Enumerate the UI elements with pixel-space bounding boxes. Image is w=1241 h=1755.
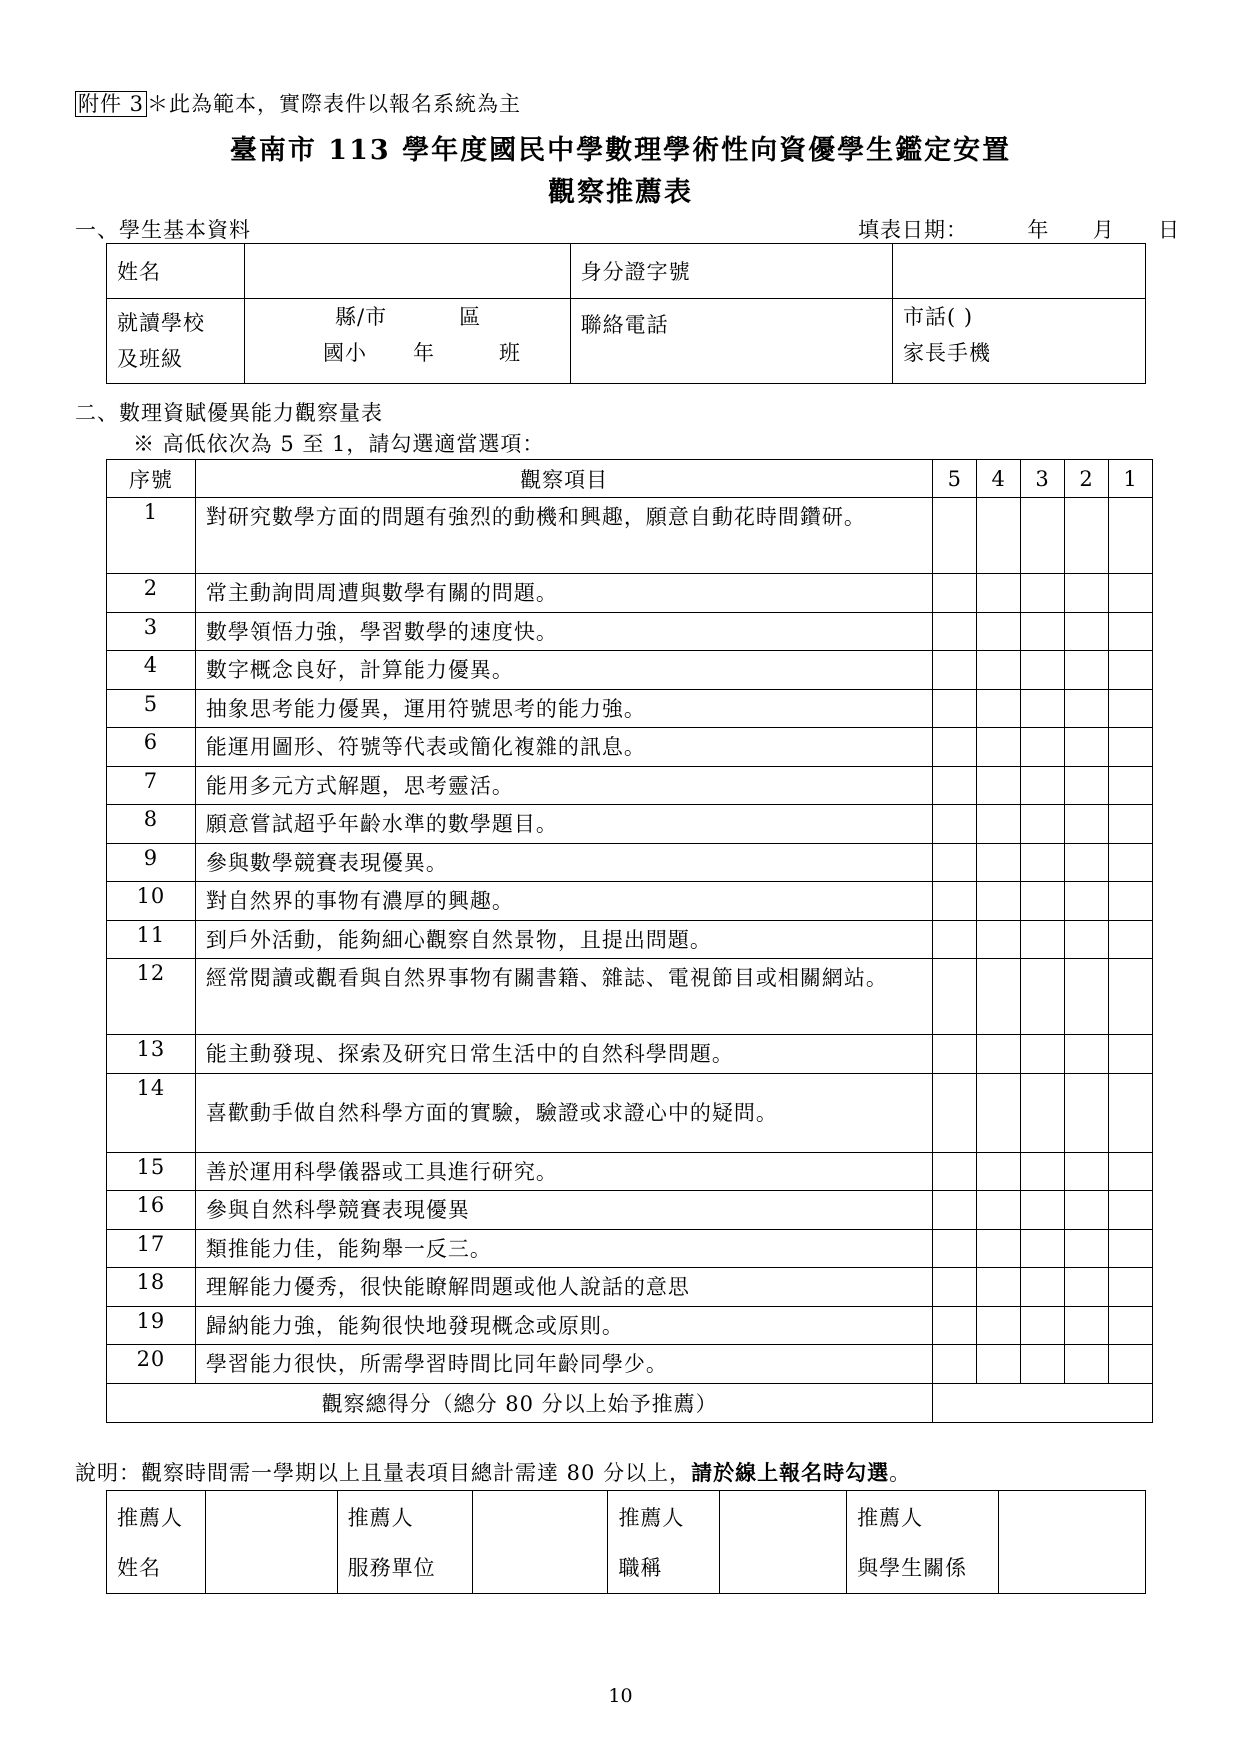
score-checkbox-1[interactable] xyxy=(1109,1152,1153,1191)
score-checkbox-4[interactable] xyxy=(977,805,1021,844)
score-checkbox-1[interactable] xyxy=(1109,766,1153,805)
section2-heading: 二、數理資賦優異能力觀察量表 xyxy=(75,401,383,425)
col-no-header: 序號 xyxy=(107,460,196,498)
item-number: 5 xyxy=(107,689,196,728)
score-checkbox-3[interactable] xyxy=(1021,805,1065,844)
item-number: 15 xyxy=(107,1152,196,1191)
item-text: 能用多元方式解題，思考靈活。 xyxy=(195,766,932,805)
col-item-header: 觀察項目 xyxy=(195,460,932,498)
score-checkbox-5[interactable] xyxy=(933,843,977,882)
recommender-unit-label xyxy=(337,1491,472,1594)
score-checkbox-1[interactable] xyxy=(1109,882,1153,921)
score-checkbox-2[interactable] xyxy=(1065,805,1109,844)
score-checkbox-5[interactable] xyxy=(933,728,977,767)
score-checkbox-5[interactable] xyxy=(933,612,977,651)
item-number: 20 xyxy=(107,1345,196,1384)
score-checkbox-3[interactable] xyxy=(1021,574,1065,613)
grade-label: 年 xyxy=(413,341,436,365)
item-number: 18 xyxy=(107,1268,196,1307)
score-checkbox-4[interactable] xyxy=(977,843,1021,882)
item-number: 10 xyxy=(107,882,196,921)
item-text: 對研究數學方面的問題有強烈的動機和興趣，願意自動花時間鑽研。 xyxy=(195,498,932,574)
score-checkbox-3[interactable] xyxy=(1021,843,1065,882)
school-label xyxy=(107,299,245,384)
item-number: 2 xyxy=(107,574,196,613)
score-checkbox-3[interactable] xyxy=(1021,612,1065,651)
score-checkbox-1[interactable] xyxy=(1109,728,1153,767)
score-header-3: 3 xyxy=(1021,460,1065,498)
item-number: 3 xyxy=(107,612,196,651)
observation-row xyxy=(107,1191,1153,1230)
score-checkbox-3[interactable] xyxy=(1021,651,1065,690)
score-checkbox-2[interactable] xyxy=(1065,1229,1109,1268)
score-checkbox-1[interactable] xyxy=(1109,1345,1153,1384)
item-text: 理解能力優秀，很快能瞭解問題或他人說話的意思 xyxy=(195,1268,932,1307)
score-checkbox-2[interactable] xyxy=(1065,1306,1109,1345)
page-subtitle: 觀察推薦表 xyxy=(548,177,693,208)
section1-heading: 一、學生基本資料 xyxy=(75,218,251,242)
note-bold: 請於線上報名時勾選 xyxy=(691,1460,890,1485)
score-checkbox-4[interactable] xyxy=(977,1035,1021,1074)
observation-row xyxy=(107,805,1153,844)
score-checkbox-4[interactable] xyxy=(977,612,1021,651)
score-checkbox-1[interactable] xyxy=(1109,651,1153,690)
fill-date-label: 填表日期： xyxy=(858,218,968,242)
score-checkbox-5[interactable] xyxy=(933,882,977,921)
score-checkbox-5[interactable] xyxy=(933,1268,977,1307)
score-checkbox-5[interactable] xyxy=(933,805,977,844)
score-checkbox-3[interactable] xyxy=(1021,959,1065,1035)
total-row xyxy=(107,1383,1153,1422)
recommender-title-label-1: 推薦人 xyxy=(618,1506,685,1530)
score-checkbox-1[interactable] xyxy=(1109,1073,1153,1152)
item-number: 9 xyxy=(107,843,196,882)
section2-instruction: ※ 高低依次為 5 至 1，請勾選適當選項： xyxy=(133,432,545,456)
school-label-1: 就讀學校 xyxy=(117,311,205,335)
item-number: 17 xyxy=(107,1229,196,1268)
score-checkbox-1[interactable] xyxy=(1109,498,1153,574)
score-checkbox-2[interactable] xyxy=(1065,728,1109,767)
score-checkbox-3[interactable] xyxy=(1021,689,1065,728)
score-checkbox-4[interactable] xyxy=(977,1073,1021,1152)
note-end: 。 xyxy=(889,1461,912,1485)
annex-line xyxy=(75,88,521,118)
score-checkbox-4[interactable] xyxy=(977,1229,1021,1268)
page-title: 臺南市 113 學年度國民中學數理學術性向資優學生鑑定安置 xyxy=(229,135,1012,166)
item-text: 歸納能力強，能夠很快地發現概念或原則。 xyxy=(195,1306,932,1345)
recommender-relation-label-2: 與學生關係 xyxy=(857,1556,968,1580)
score-checkbox-2[interactable] xyxy=(1065,1073,1109,1152)
recommender-name-label-1: 推薦人 xyxy=(117,1506,183,1530)
phone-label: 聯絡電話 xyxy=(570,299,892,384)
page-number: 10 xyxy=(608,1685,633,1707)
score-checkbox-4[interactable] xyxy=(977,1152,1021,1191)
phone-field[interactable] xyxy=(892,299,1145,384)
item-text: 常主動詢問周遭與數學有關的問題。 xyxy=(195,574,932,613)
observation-row xyxy=(107,1229,1153,1268)
observation-row xyxy=(107,574,1153,613)
observation-row xyxy=(107,920,1153,959)
class-label: 班 xyxy=(499,341,522,365)
observation-row xyxy=(107,843,1153,882)
recommender-unit-label-2: 服務單位 xyxy=(347,1556,436,1580)
score-checkbox-3[interactable] xyxy=(1021,920,1065,959)
annex-label: 附件 3 xyxy=(75,91,147,117)
item-number: 8 xyxy=(107,805,196,844)
score-checkbox-4[interactable] xyxy=(977,882,1021,921)
score-checkbox-1[interactable] xyxy=(1109,1306,1153,1345)
score-checkbox-4[interactable] xyxy=(977,1191,1021,1230)
item-number: 14 xyxy=(107,1073,196,1152)
recommender-relation-label xyxy=(847,1491,998,1594)
fill-date-year: 年 xyxy=(1027,218,1050,242)
student-info-table xyxy=(106,243,1146,384)
score-checkbox-1[interactable] xyxy=(1109,1229,1153,1268)
recommender-unit-field[interactable] xyxy=(473,1491,608,1594)
item-number: 4 xyxy=(107,651,196,690)
score-checkbox-3[interactable] xyxy=(1021,728,1065,767)
note-text: 說明：觀察時間需一學期以上且量表項目總計需達 80 分以上， xyxy=(75,1461,692,1485)
item-number: 16 xyxy=(107,1191,196,1230)
score-checkbox-2[interactable] xyxy=(1065,1268,1109,1307)
item-text: 能運用圖形、符號等代表或簡化複雜的訊息。 xyxy=(195,728,932,767)
observation-row xyxy=(107,612,1153,651)
observation-row xyxy=(107,651,1153,690)
score-checkbox-3[interactable] xyxy=(1021,766,1065,805)
score-checkbox-2[interactable] xyxy=(1065,843,1109,882)
observation-row xyxy=(107,689,1153,728)
observation-row xyxy=(107,1345,1153,1384)
score-checkbox-5[interactable] xyxy=(933,1035,977,1074)
item-number: 7 xyxy=(107,766,196,805)
score-checkbox-4[interactable] xyxy=(977,959,1021,1035)
score-checkbox-2[interactable] xyxy=(1065,882,1109,921)
score-checkbox-3[interactable] xyxy=(1021,1152,1065,1191)
recommender-table xyxy=(106,1490,1146,1594)
observation-row xyxy=(107,1268,1153,1307)
score-checkbox-2[interactable] xyxy=(1065,574,1109,613)
recommender-name-label xyxy=(107,1491,206,1594)
observation-row xyxy=(107,1035,1153,1074)
district-label: 區 xyxy=(459,305,482,329)
score-checkbox-2[interactable] xyxy=(1065,498,1109,574)
recommender-name-label-2: 姓名 xyxy=(117,1556,161,1580)
item-number: 13 xyxy=(107,1035,196,1074)
name-field[interactable] xyxy=(245,244,571,299)
recommender-title-label-2: 職稱 xyxy=(618,1556,663,1580)
score-checkbox-4[interactable] xyxy=(977,689,1021,728)
score-header-4: 4 xyxy=(977,460,1021,498)
score-checkbox-1[interactable] xyxy=(1109,689,1153,728)
observation-row xyxy=(107,1306,1153,1345)
item-text: 喜歡動手做自然科學方面的實驗，驗證或求證心中的疑問。 xyxy=(195,1073,932,1152)
score-checkbox-4[interactable] xyxy=(977,920,1021,959)
score-checkbox-2[interactable] xyxy=(1065,612,1109,651)
score-checkbox-4[interactable] xyxy=(977,498,1021,574)
score-checkbox-4[interactable] xyxy=(977,1345,1021,1384)
recommender-title-label xyxy=(608,1491,719,1594)
score-checkbox-1[interactable] xyxy=(1109,920,1153,959)
score-checkbox-5[interactable] xyxy=(933,1073,977,1152)
item-number: 6 xyxy=(107,728,196,767)
score-checkbox-5[interactable] xyxy=(933,689,977,728)
score-checkbox-3[interactable] xyxy=(1021,1229,1065,1268)
score-checkbox-3[interactable] xyxy=(1021,1073,1065,1152)
score-checkbox-5[interactable] xyxy=(933,959,977,1035)
score-checkbox-2[interactable] xyxy=(1065,1191,1109,1230)
score-checkbox-1[interactable] xyxy=(1109,574,1153,613)
recommender-name-field[interactable] xyxy=(206,1491,337,1594)
id-label: 身分證字號 xyxy=(570,244,892,299)
recommender-title-field[interactable] xyxy=(719,1491,846,1594)
score-checkbox-5[interactable] xyxy=(933,1345,977,1384)
elementary-label: 國小 xyxy=(323,341,368,365)
name-label: 姓名 xyxy=(107,244,245,299)
observation-row xyxy=(107,1152,1153,1191)
score-checkbox-1[interactable] xyxy=(1109,805,1153,844)
total-label: 觀察總得分（總分 80 分以上始予推薦） xyxy=(107,1383,933,1422)
observation-row xyxy=(107,766,1153,805)
score-checkbox-2[interactable] xyxy=(1065,1345,1109,1384)
observation-row xyxy=(107,1073,1153,1152)
item-text: 對自然界的事物有濃厚的興趣。 xyxy=(195,882,932,921)
score-checkbox-5[interactable] xyxy=(933,1306,977,1345)
score-checkbox-3[interactable] xyxy=(1021,498,1065,574)
score-header-1: 1 xyxy=(1109,460,1153,498)
score-checkbox-2[interactable] xyxy=(1065,651,1109,690)
score-checkbox-5[interactable] xyxy=(933,498,977,574)
score-checkbox-3[interactable] xyxy=(1021,1306,1065,1345)
fill-date xyxy=(858,214,1180,244)
note xyxy=(75,1457,911,1487)
item-text: 能主動發現、探索及研究日常生活中的自然科學問題。 xyxy=(195,1035,932,1074)
item-number: 11 xyxy=(107,920,196,959)
school-field[interactable] xyxy=(245,299,571,384)
recommender-relation-field[interactable] xyxy=(998,1491,1145,1594)
recommender-unit-label-1: 推薦人 xyxy=(347,1506,414,1530)
score-checkbox-1[interactable] xyxy=(1109,959,1153,1035)
item-text: 經常閱讀或觀看與自然界事物有關書籍、雜誌、電視節目或相關網站。 xyxy=(195,959,932,1035)
score-header-2: 2 xyxy=(1065,460,1109,498)
score-checkbox-4[interactable] xyxy=(977,1306,1021,1345)
item-text: 到戶外活動，能夠細心觀察自然景物，且提出問題。 xyxy=(195,920,932,959)
item-text: 善於運用科學儀器或工具進行研究。 xyxy=(195,1152,932,1191)
observation-row xyxy=(107,882,1153,921)
score-checkbox-4[interactable] xyxy=(977,651,1021,690)
item-text: 類推能力佳，能夠舉一反三。 xyxy=(195,1229,932,1268)
fill-date-day: 日 xyxy=(1158,218,1181,242)
item-number: 1 xyxy=(107,498,196,574)
county-label: 縣/市 xyxy=(335,305,388,329)
score-checkbox-2[interactable] xyxy=(1065,766,1109,805)
score-checkbox-5[interactable] xyxy=(933,1229,977,1268)
item-text: 學習能力很快，所需學習時間比同年齡同學少。 xyxy=(195,1345,932,1384)
observation-row xyxy=(107,498,1153,574)
mobile-label: 家長手機 xyxy=(902,341,991,365)
score-checkbox-5[interactable] xyxy=(933,766,977,805)
score-checkbox-1[interactable] xyxy=(1109,1035,1153,1074)
score-checkbox-1[interactable] xyxy=(1109,1191,1153,1230)
score-checkbox-4[interactable] xyxy=(977,728,1021,767)
score-checkbox-2[interactable] xyxy=(1065,959,1109,1035)
score-checkbox-5[interactable] xyxy=(933,920,977,959)
score-checkbox-2[interactable] xyxy=(1065,1152,1109,1191)
observation-table xyxy=(106,459,1153,1423)
score-checkbox-4[interactable] xyxy=(977,1268,1021,1307)
score-header-5: 5 xyxy=(933,460,977,498)
score-checkbox-3[interactable] xyxy=(1021,882,1065,921)
observation-header-row xyxy=(107,460,1153,498)
score-checkbox-3[interactable] xyxy=(1021,1035,1065,1074)
score-checkbox-3[interactable] xyxy=(1021,1345,1065,1384)
item-number: 19 xyxy=(107,1306,196,1345)
recommender-relation-label-1: 推薦人 xyxy=(857,1506,924,1530)
item-text: 參與自然科學競賽表現優異 xyxy=(195,1191,932,1230)
score-checkbox-2[interactable] xyxy=(1065,920,1109,959)
score-checkbox-4[interactable] xyxy=(977,574,1021,613)
item-text: 數字概念良好，計算能力優異。 xyxy=(195,651,932,690)
item-number: 12 xyxy=(107,959,196,1035)
item-text: 願意嘗試超乎年齡水準的數學題目。 xyxy=(195,805,932,844)
id-field[interactable] xyxy=(892,244,1145,299)
score-checkbox-5[interactable] xyxy=(933,1152,977,1191)
score-checkbox-5[interactable] xyxy=(933,574,977,613)
annex-note: ＊此為範本，實際表件以報名系統為主 xyxy=(147,92,522,116)
score-checkbox-1[interactable] xyxy=(1109,1268,1153,1307)
score-checkbox-1[interactable] xyxy=(1109,612,1153,651)
item-text: 抽象思考能力優異，運用符號思考的能力強。 xyxy=(195,689,932,728)
observation-row xyxy=(107,959,1153,1035)
total-score-field[interactable] xyxy=(933,1383,1153,1422)
fill-date-month: 月 xyxy=(1092,218,1115,242)
score-checkbox-3[interactable] xyxy=(1021,1268,1065,1307)
score-checkbox-2[interactable] xyxy=(1065,689,1109,728)
score-checkbox-4[interactable] xyxy=(977,766,1021,805)
item-text: 參與數學競賽表現優異。 xyxy=(195,843,932,882)
score-checkbox-1[interactable] xyxy=(1109,843,1153,882)
home-phone-label: 市話( ) xyxy=(902,305,974,329)
school-label-2: 及班級 xyxy=(117,347,183,371)
score-checkbox-5[interactable] xyxy=(933,651,977,690)
score-checkbox-2[interactable] xyxy=(1065,1035,1109,1074)
observation-row xyxy=(107,728,1153,767)
item-text: 數學領悟力強，學習數學的速度快。 xyxy=(195,612,932,651)
score-checkbox-5[interactable] xyxy=(933,1191,977,1230)
score-checkbox-3[interactable] xyxy=(1021,1191,1065,1230)
